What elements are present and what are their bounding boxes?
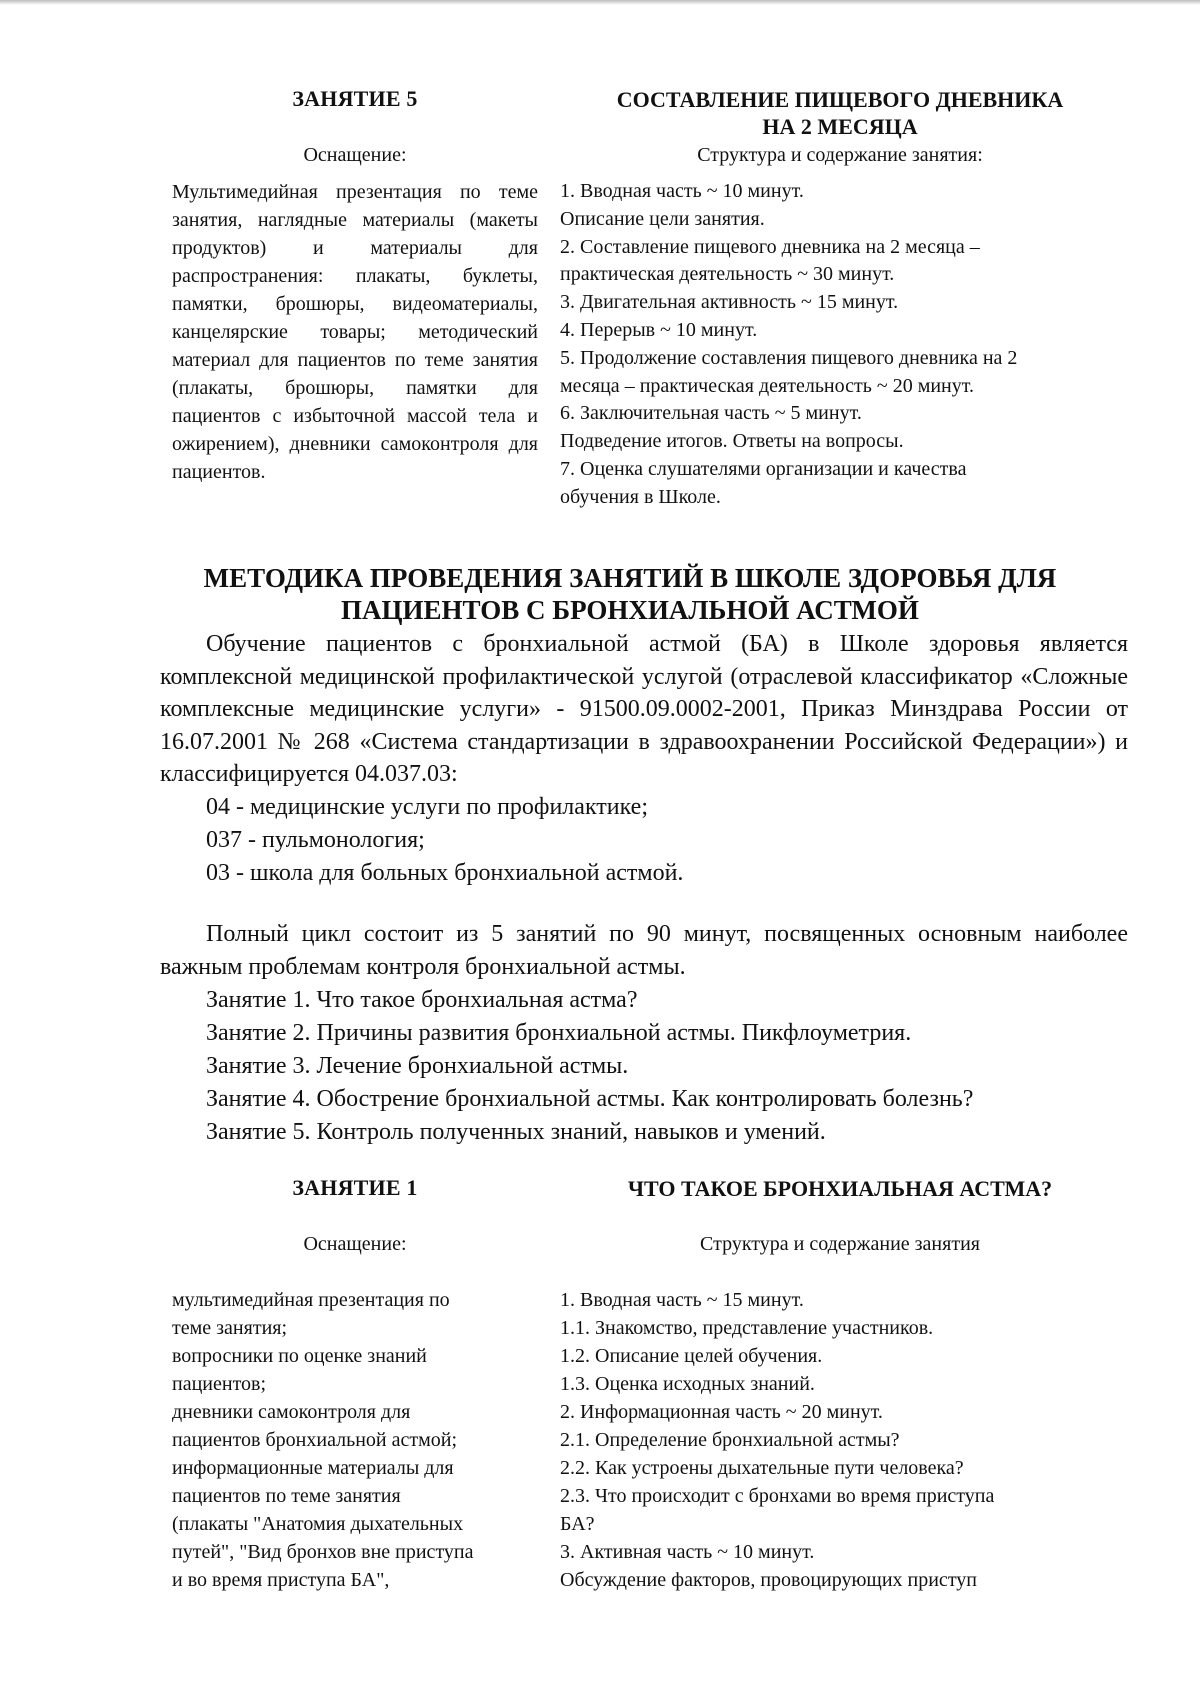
lesson5-structure-list xyxy=(560,178,1120,512)
lesson1-structure-list xyxy=(560,1286,1120,1594)
lesson-list-item: Занятие 1. Что такое бронхиальная астма? xyxy=(206,987,638,1013)
list-item: 2.1. Определение бронхиальной астмы? xyxy=(560,1429,900,1451)
section-title-line1: МЕТОДИКА ПРОВЕДЕНИЯ ЗАНЯТИЙ В ШКОЛЕ ЗДОРОВЬЯ ДЛЯ xyxy=(203,563,1057,593)
list-item: 1.3. Оценка исходных знаний. xyxy=(560,1373,815,1395)
list-item: 2. Информационная часть ~ 20 минут. xyxy=(560,1401,883,1423)
cycle-paragraph: Полный цикл состоит из 5 занятий по 90 минут, посвященных основным наиболее важным проблемам контроля бронхиальной астмы. xyxy=(160,921,1128,980)
list-item: 1. Вводная часть ~ 10 минут. xyxy=(560,180,804,202)
list-item: информационные материалы для xyxy=(172,1457,454,1479)
section-title-line2: ПАЦИЕНТОВ С БРОНХИАЛЬНОЙ АСТМОЙ xyxy=(341,595,919,625)
intro-paragraph: Обучение пациентов с бронхиальной астмой (БА) в Школе здоровья является комплексной медицинской профилактической услугой (отраслевой классификатор «Сложные комплексные медицинские услуги» - 91500.09.0002-2001, Приказ Минздрава России от 16.07.2001 № 268 «Система стандартизации в здравоохранении Российской Федерации») и классифицируется 04.037.03: xyxy=(160,631,1128,788)
list-item: путей", "Вид бронхов вне приступа xyxy=(172,1541,474,1563)
lesson1-equipment-list xyxy=(172,1286,538,1594)
list-item: пациентов по теме занятия xyxy=(172,1485,401,1507)
lesson5-equipment-text: Мультимедийная презентация по теме занятия, наглядные материалы (макеты продуктов) и материалы для распространения: плакаты, буклеты, памятки, брошюры, видеоматериалы, канцелярские товары; методический материал для пациентов по теме занятия (плакаты, брошюры, памятки для пациентов с избыточной массой тела и ожирением), дневники самоконтроля для пациентов. xyxy=(172,181,538,483)
list-item: 1.1. Знакомство, представление участников. xyxy=(560,1317,934,1339)
lesson5-title xyxy=(560,86,1120,140)
list-item: Описание цели занятия. xyxy=(560,207,765,230)
list-item: обучения в Школе. xyxy=(560,485,721,508)
lesson-list-item: Занятие 5. Контроль полученных знаний, навыков и умений. xyxy=(206,1119,826,1145)
list-item: 1. Вводная часть ~ 15 минут. xyxy=(560,1289,804,1311)
scan-edge xyxy=(0,0,1200,5)
lesson1-equipment-heading: Оснащение: xyxy=(303,1233,407,1255)
list-item: 2.3. Что происходит с бронхами во время приступа xyxy=(560,1485,995,1507)
list-item: и во время приступа БА", xyxy=(172,1569,390,1591)
lesson-list-item: Занятие 4. Обострение бронхиальной астмы. Как контролировать болезнь? xyxy=(206,1086,974,1112)
lesson1-number: ЗАНЯТИЕ 1 xyxy=(292,1175,418,1200)
list-item: Подведение итогов. Ответы на вопросы. xyxy=(560,430,904,453)
list-item: практическая деятельность ~ 30 минут. xyxy=(560,263,895,286)
list-item: пациентов бронхиальной астмой; xyxy=(172,1429,458,1451)
list-item: мультимедийная презентация по xyxy=(172,1289,450,1311)
list-item: БА? xyxy=(560,1513,595,1535)
list-item: 3. Двигательная активность ~ 15 минут. xyxy=(560,291,899,314)
code-item: 037 - пульмонология; xyxy=(206,827,425,853)
lesson5-structure-heading: Структура и содержание занятия: xyxy=(697,144,983,166)
list-item: теме занятия; xyxy=(172,1317,288,1339)
lesson5-title-line1: СОСТАВЛЕНИЕ ПИЩЕВОГО ДНЕВНИКА xyxy=(616,87,1064,112)
list-item: 2.2. Как устроены дыхательные пути человека? xyxy=(560,1457,964,1479)
list-item: (плакаты "Анатомия дыхательных xyxy=(172,1513,464,1535)
list-item: 2. Составление пищевого дневника на 2 месяца – xyxy=(560,235,980,258)
list-item: 5. Продолжение составления пищевого дневника на 2 xyxy=(560,346,1018,369)
lesson1-structure-heading: Структура и содержание занятия xyxy=(700,1233,980,1255)
lesson5-equipment-heading: Оснащение: xyxy=(303,144,407,166)
lesson5-title-line2: НА 2 МЕСЯЦА xyxy=(762,114,918,139)
list-item: пациентов; xyxy=(172,1373,267,1395)
code-item: 03 - школа для больных бронхиальной астмой. xyxy=(206,860,684,886)
list-item: 7. Оценка слушателями организации и качества xyxy=(560,457,967,480)
list-item: Обсуждение факторов, провоцирующих приступ xyxy=(560,1569,977,1591)
list-item: месяца – практическая деятельность ~ 20 минут. xyxy=(560,374,974,397)
list-item: 6. Заключительная часть ~ 5 минут. xyxy=(560,402,862,425)
list-item: 3. Активная часть ~ 10 минут. xyxy=(560,1541,815,1563)
lesson-list-item: Занятие 3. Лечение бронхиальной астмы. xyxy=(206,1053,629,1079)
lesson1-title: ЧТО ТАКОЕ БРОНХИАЛЬНАЯ АСТМА? xyxy=(627,1176,1053,1201)
code-item: 04 - медицинские услуги по профилактике; xyxy=(206,794,648,820)
list-item: дневники самоконтроля для xyxy=(172,1401,411,1423)
lesson5-number: ЗАНЯТИЕ 5 xyxy=(292,86,418,111)
list-item: 4. Перерыв ~ 10 минут. xyxy=(560,318,758,341)
lesson-list-item: Занятие 2. Причины развития бронхиальной астмы. Пикфлоуметрия. xyxy=(206,1020,912,1046)
section-title xyxy=(150,562,1110,626)
list-item: вопросники по оценке знаний xyxy=(172,1345,427,1367)
list-item: 1.2. Описание целей обучения. xyxy=(560,1345,823,1367)
